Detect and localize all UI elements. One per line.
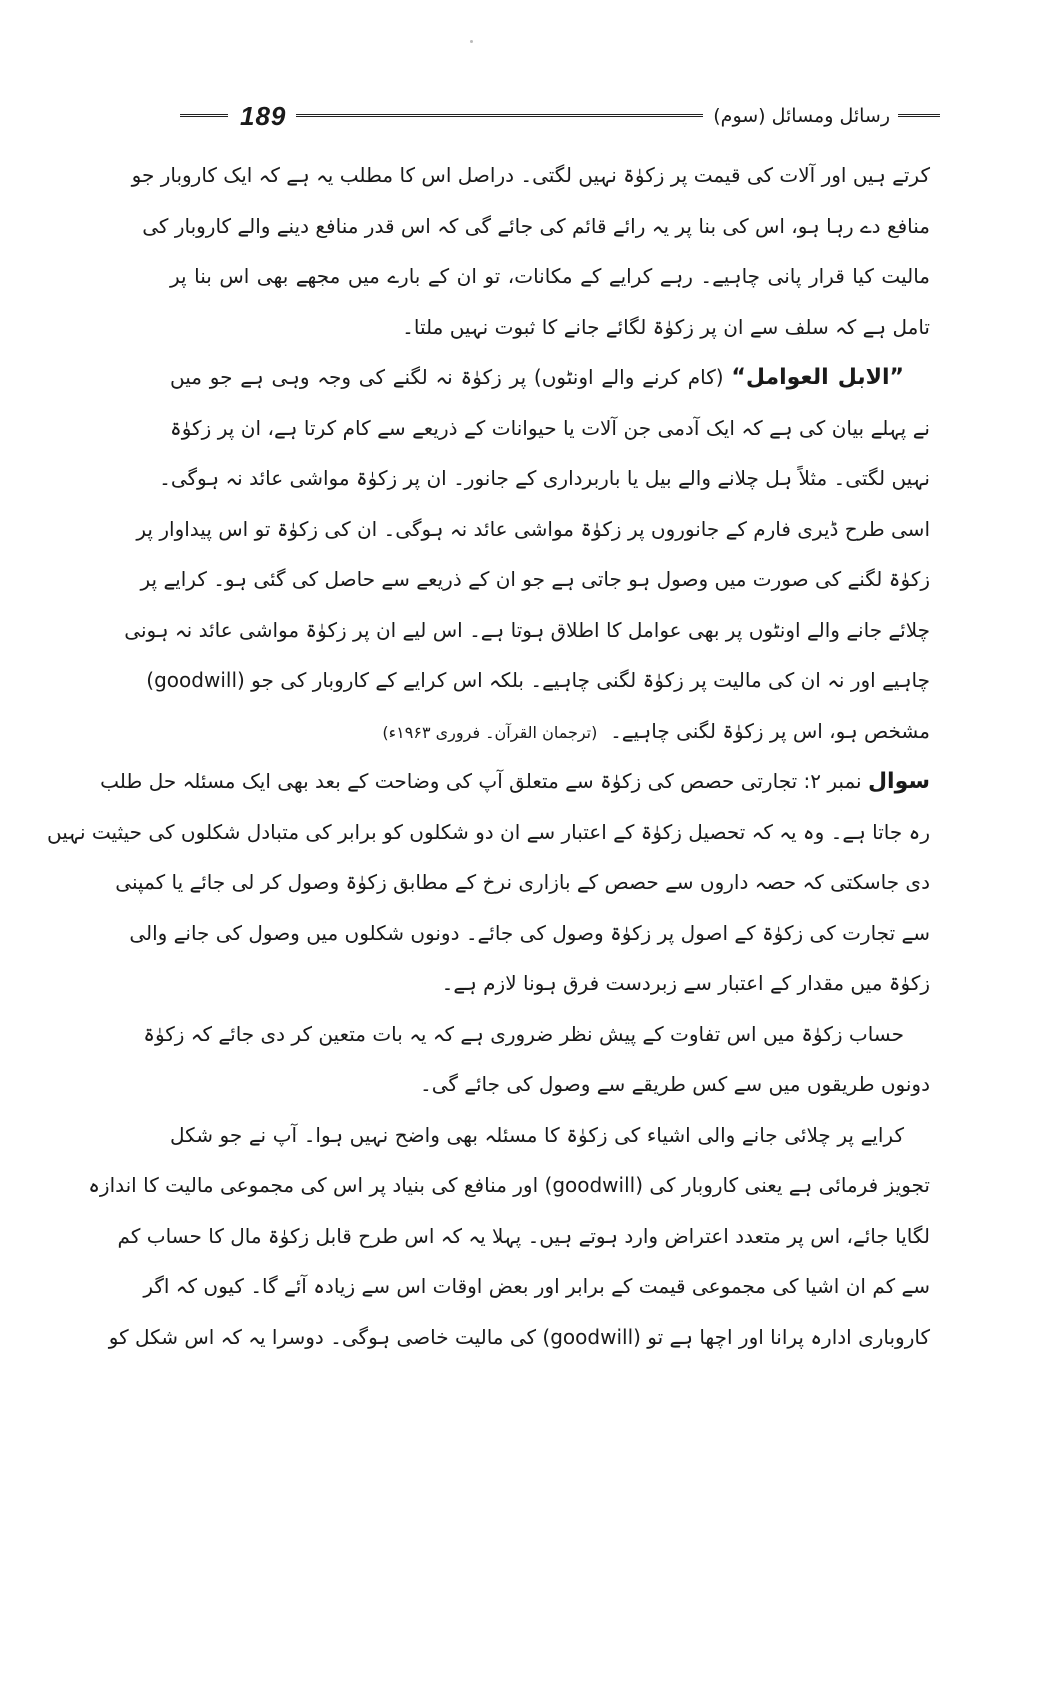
body-text bbox=[47, 150, 931, 1362]
text-line: کرایے پر چلائی جانے والی اشیاء کی زکوٰۃ کا مسئلہ بھی واضح نہیں ہوا۔ آپ نے جو شکل bbox=[170, 1122, 904, 1147]
text-line: اسی طرح ڈیری فارم کے جانوروں پر زکوٰۃ مواشی عائد نہ ہوگی۔ ان کی زکوٰۃ تو اس پیداوار پر bbox=[136, 516, 930, 541]
text-line-fragment: مشخص ہو، اس پر زکوٰۃ لگنی چاہیے۔ bbox=[610, 718, 930, 743]
header-rule-right bbox=[898, 114, 940, 119]
text-line: سے کم ان اشیا کی مجموعی قیمت کے برابر اور بعض اوقات اس سے زیادہ آئے گا۔ کیوں کہ اگر bbox=[143, 1274, 930, 1298]
text-line: تامل ہے کہ سلف سے ان پر زکوٰۃ لگائے جانے کا ثبوت نہیں ملتا۔ bbox=[402, 314, 930, 339]
text-line: تجویز فرمائی ہے یعنی کاروبار کی (goodwill) اور منافع کی بنیاد پر اس کی مجموعی مالیت کا اندازہ bbox=[88, 1173, 930, 1197]
text-line: کرتے ہیں اور آلات کی قیمت پر زکوٰۃ نہیں لگتی۔ دراصل اس کا مطلب یہ ہے کہ ایک کاروبار جو bbox=[131, 163, 930, 187]
margin-mark bbox=[470, 40, 473, 43]
text-line: مالیت کیا قرار پانی چاہیے۔ رہے کرایے کے مکانات، تو ان کے بارے میں مجھے بھی اس بنا پر bbox=[170, 264, 931, 288]
text-line: حساب زکوٰۃ میں اس تفاوت کے پیش نظر ضروری ہے کہ یہ بات متعین کر دی جائے کہ زکوٰۃ bbox=[143, 1021, 904, 1046]
running-head: رسائل ومسائل (سوم) bbox=[713, 105, 890, 127]
quote-lead-text: ”الابل العوامل“ (کام کرنے والے اونٹوں) پر زکوٰۃ نہ لگنے کی وجہ وہی ہے جو میں bbox=[170, 365, 904, 390]
text-line: لگایا جائے، اس پر متعدد اعتراض وارد ہوتے ہیں۔ پہلا یہ کہ اس طرح قابل زکوٰۃ مال کا حساب کم bbox=[117, 1223, 930, 1248]
text-line-with-citation bbox=[170, 706, 930, 757]
question-label: سوال bbox=[867, 769, 930, 794]
text-line: زکوٰۃ لگنے کی صورت میں وصول ہو جاتی ہے جو ان کے ذریعے سے حاصل کی گئی ہو۔ کرایے پر bbox=[140, 567, 930, 591]
text-line: چلائے جانے والے اونٹوں پر بھی عوامل کا اطلاق ہوتا ہے۔ اس لیے ان پر زکوٰۃ مواشی عائد نہ ہونی bbox=[124, 617, 930, 642]
text-line: سے تجارت کی زکوٰۃ کے اصول پر زکوٰۃ وصول کی جائے۔ دونوں شکلوں میں وصول کی جانے والی bbox=[129, 920, 930, 945]
quote-lead: ”الابل العوامل“ bbox=[731, 365, 904, 390]
text-line-quote bbox=[170, 352, 930, 403]
text-line: دی جاسکتی کہ حصہ داروں سے حصص کے بازاری نرخ کے مطابق زکوٰۃ وصول کر لی جائے یا کمپنی bbox=[115, 870, 930, 894]
text-line: چاہیے اور نہ ان کی مالیت پر زکوٰۃ لگنی چاہیے۔ بلکہ اس کرایے کے کاروبار کی جو (goodwill) bbox=[146, 668, 930, 692]
question-line: سوال نمبر ۲: تجارتی حصص کی زکوٰۃ سے متعلق آپ کی وضاحت کے بعد بھی ایک مسئلہ حل طلب bbox=[100, 769, 930, 794]
text-line: رہ جاتا ہے۔ وہ یہ کہ تحصیل زکوٰۃ کے اعتبار سے ان دو شکلوں کو برابر کی متبادل شکلوں کی حیثیت نہیں bbox=[47, 819, 930, 844]
text-line: نے پہلے بیان کی ہے کہ ایک آدمی جن آلات یا حیوانات کے ذریعے سے کام کرتا ہے، ان پر زکوٰۃ bbox=[170, 415, 930, 440]
text-line: منافع دے رہا ہو، اس کی بنا پر یہ رائے قائم کی جائے گی کہ اس قدر منافع دینے والے کاروبار کی bbox=[142, 213, 930, 238]
text-line: کاروباری ادارہ پرانا اور اچھا ہے تو (goodwill) کی مالیت خاصی ہوگی۔ دوسرا یہ کہ اس شکل کو bbox=[108, 1324, 930, 1349]
citation: (ترجمان القرآن۔ فروری ۱۹۶۳ء) bbox=[382, 722, 598, 742]
header-rule-left bbox=[180, 114, 228, 119]
text-line: زکوٰۃ میں مقدار کے اعتبار سے زبردست فرق ہونا لازم ہے۔ bbox=[441, 971, 930, 995]
header-rule-middle bbox=[296, 114, 703, 119]
text-line: دونوں طریقوں میں سے کس طریقے سے وصول کی جائے گی۔ bbox=[419, 1072, 930, 1096]
text-line: نہیں لگتی۔ مثلاً ہل چلانے والے بیل یا باربرداری کے جانور۔ ان پر زکوٰۃ مواشی عائد نہ ہوگی۔ bbox=[159, 466, 930, 490]
page-number: 189 bbox=[240, 100, 287, 131]
page-header bbox=[180, 96, 940, 136]
